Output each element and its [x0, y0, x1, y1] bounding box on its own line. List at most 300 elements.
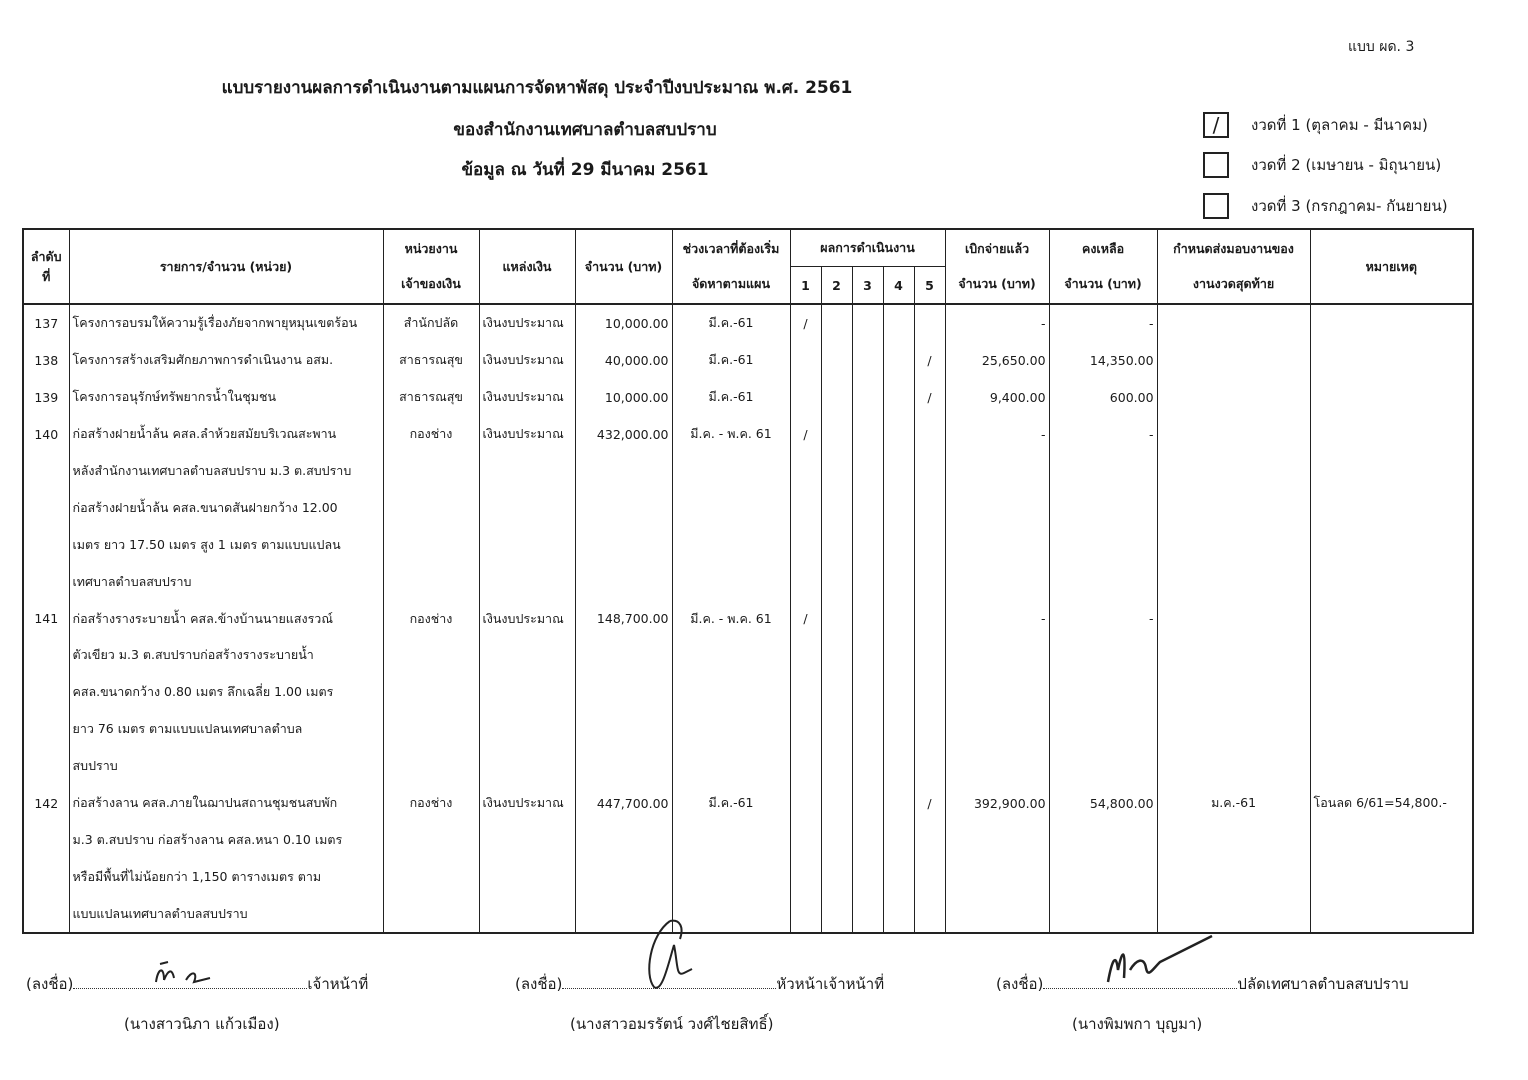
cell-r3 [852, 526, 883, 563]
cell-source: เงินงบประมาณ [479, 785, 575, 822]
period-label-2: งวดที่ 2 (เมษายน - มิถุนายน) [1251, 156, 1442, 174]
cell-r3 [852, 821, 883, 858]
cell-r2 [821, 711, 852, 748]
cell-r1 [790, 858, 821, 895]
cell-r5 [914, 821, 945, 858]
cell-paid [945, 674, 1049, 711]
cell-r4 [883, 674, 914, 711]
cell-note [1310, 563, 1473, 600]
cell-item: โครงการอบรมให้ความรู้เรื่องภัยจากพายุหมุนเขตร้อน [69, 304, 383, 342]
cell-r4 [883, 600, 914, 637]
header-item: รายการ/จำนวน (หน่วย) [69, 229, 383, 304]
cell-r1 [790, 563, 821, 600]
header-source: แหล่งเงิน [479, 229, 575, 304]
cell-paid: 392,900.00 [945, 785, 1049, 822]
cell-no [23, 453, 69, 490]
cell-r4 [883, 895, 914, 933]
cell-source [479, 858, 575, 895]
cell-paid [945, 637, 1049, 674]
cell-r1 [790, 748, 821, 785]
cell-remain: 14,350.00 [1049, 342, 1157, 379]
cell-item: โครงการสร้างเสริมศักยภาพการดำเนินงาน อสม. [69, 342, 383, 379]
cell-item: หลังสำนักงานเทศบาลตำบลสบปราบ ม.3 ต.สบปราบ [69, 453, 383, 490]
table-row [23, 711, 1473, 748]
cell-unit [383, 526, 479, 563]
cell-r2 [821, 526, 852, 563]
cell-r2 [821, 453, 852, 490]
header-period-b: จัดหาตามแผน [691, 276, 770, 291]
cell-paid: - [945, 600, 1049, 637]
cell-remain: - [1049, 416, 1157, 453]
cell-source: เงินงบประมาณ [479, 342, 575, 379]
cell-no [23, 748, 69, 785]
cell-deadline: ม.ค.-61 [1157, 785, 1310, 822]
cell-source: เงินงบประมาณ [479, 379, 575, 416]
cell-r4 [883, 637, 914, 674]
form-code: แบบ ผด. 3 [1348, 39, 1415, 55]
cell-r3 [852, 637, 883, 674]
period-option-3 [1203, 193, 1448, 219]
cell-no [23, 637, 69, 674]
cell-note [1310, 489, 1473, 526]
handwritten-signature-1 [150, 958, 220, 992]
cell-r5: / [914, 785, 945, 822]
period-checkbox-3 [1203, 193, 1229, 219]
cell-no: 141 [23, 600, 69, 637]
cell-period [672, 821, 790, 858]
cell-remain [1049, 674, 1157, 711]
cell-r2 [821, 379, 852, 416]
cell-period [672, 858, 790, 895]
cell-note [1310, 711, 1473, 748]
cell-r5 [914, 600, 945, 637]
cell-r4 [883, 711, 914, 748]
cell-deadline [1157, 416, 1310, 453]
cell-remain: 600.00 [1049, 379, 1157, 416]
cell-paid [945, 821, 1049, 858]
table-row [23, 674, 1473, 711]
report-subtitle: ของสำนักงานเทศบาลตำบลสบปราบ [453, 120, 717, 140]
cell-paid: - [945, 416, 1049, 453]
header-period-a: ช่วงเวลาที่ต้องเริ่ม [682, 241, 780, 256]
cell-note [1310, 379, 1473, 416]
cell-item: คสล.ขนาดกว้าง 0.80 เมตร ลึกเฉลี่ย 1.00 เมตร [69, 674, 383, 711]
cell-source [479, 526, 575, 563]
cell-item: สบปราบ [69, 748, 383, 785]
cell-deadline [1157, 563, 1310, 600]
cell-paid [945, 563, 1049, 600]
cell-note [1310, 748, 1473, 785]
table-row [23, 895, 1473, 933]
cell-amount [575, 489, 672, 526]
cell-amount: 432,000.00 [575, 416, 672, 453]
cell-r1 [790, 821, 821, 858]
cell-remain: 54,800.00 [1049, 785, 1157, 822]
cell-amount: 148,700.00 [575, 600, 672, 637]
cell-deadline [1157, 453, 1310, 490]
cell-r1 [790, 785, 821, 822]
cell-paid: 9,400.00 [945, 379, 1049, 416]
cell-remain [1049, 711, 1157, 748]
cell-note [1310, 453, 1473, 490]
cell-unit: สาธารณสุข [383, 379, 479, 416]
signer-name-3: (นางพิมพกา บุญมา) [1072, 1015, 1203, 1033]
cell-r4 [883, 342, 914, 379]
cell-paid [945, 895, 1049, 933]
cell-source: เงินงบประมาณ [479, 600, 575, 637]
cell-no [23, 821, 69, 858]
cell-r3 [852, 600, 883, 637]
cell-paid [945, 526, 1049, 563]
cell-r5 [914, 526, 945, 563]
cell-r3 [852, 304, 883, 342]
cell-paid [945, 489, 1049, 526]
period-label-1: งวดที่ 1 (ตุลาคม - มีนาคม) [1251, 116, 1428, 134]
cell-r1 [790, 895, 821, 933]
cell-deadline [1157, 489, 1310, 526]
cell-period [672, 453, 790, 490]
cell-unit: กองช่าง [383, 600, 479, 637]
cell-item: ก่อสร้างฝายน้ำล้น คสล.ขนาดสันฝายกว้าง 12.00 [69, 489, 383, 526]
cell-period: มี.ค.-61 [672, 304, 790, 342]
cell-source [479, 711, 575, 748]
header-amount: จำนวน (บาท) [575, 229, 672, 304]
cell-item: เมตร ยาว 17.50 เมตร สูง 1 เมตร ตามแบบแปลน [69, 526, 383, 563]
cell-r2 [821, 416, 852, 453]
cell-deadline [1157, 711, 1310, 748]
cell-r4 [883, 858, 914, 895]
cell-item: ตัวเขียว ม.3 ต.สบปราบก่อสร้างรางระบายน้ำ [69, 637, 383, 674]
header-deadline-a: กำหนดส่งมอบงานของ [1173, 241, 1294, 256]
sign-role-2: หัวหน้าเจ้าหน้าที่ [776, 975, 885, 993]
header-period [672, 229, 790, 304]
cell-unit: กองช่าง [383, 785, 479, 822]
cell-r2 [821, 895, 852, 933]
cell-period [672, 711, 790, 748]
cell-period [672, 563, 790, 600]
sign-prefix-2: (ลงชื่อ) [515, 975, 563, 993]
cell-remain: - [1049, 304, 1157, 342]
cell-note [1310, 821, 1473, 858]
cell-amount: 10,000.00 [575, 379, 672, 416]
signer-name-1: (นางสาวนิภา แก้วเมือง) [124, 1015, 280, 1033]
cell-period [672, 748, 790, 785]
cell-note [1310, 674, 1473, 711]
cell-r4 [883, 748, 914, 785]
header-remain-a: คงเหลือ [1081, 241, 1125, 256]
cell-r1 [790, 379, 821, 416]
cell-unit: สาธารณสุข [383, 342, 479, 379]
sign-prefix-3: (ลงชื่อ) [996, 975, 1044, 993]
cell-r2 [821, 748, 852, 785]
header-unit [383, 229, 479, 304]
cell-source [479, 489, 575, 526]
period-checkbox-2 [1203, 152, 1229, 178]
cell-note [1310, 526, 1473, 563]
cell-remain [1049, 821, 1157, 858]
cell-r1 [790, 674, 821, 711]
cell-no [23, 858, 69, 895]
cell-r2 [821, 342, 852, 379]
cell-no: 139 [23, 379, 69, 416]
cell-paid [945, 711, 1049, 748]
cell-no: 138 [23, 342, 69, 379]
cell-no [23, 563, 69, 600]
cell-r1 [790, 453, 821, 490]
cell-no [23, 674, 69, 711]
cell-source [479, 895, 575, 933]
table-row [23, 453, 1473, 490]
cell-r5 [914, 416, 945, 453]
cell-period: มี.ค. - พ.ค. 61 [672, 600, 790, 637]
cell-deadline [1157, 748, 1310, 785]
cell-deadline [1157, 821, 1310, 858]
cell-r2 [821, 304, 852, 342]
cell-unit: กองช่าง [383, 416, 479, 453]
cell-source [479, 674, 575, 711]
period-label-3: งวดที่ 3 (กรกฎาคม- กันยายน) [1251, 197, 1448, 215]
report-date: ข้อมูล ณ วันที่ 29 มีนาคม 2561 [461, 160, 709, 180]
header-unit-a: หน่วยงาน [404, 241, 458, 256]
cell-r3 [852, 563, 883, 600]
cell-item: โครงการอนุรักษ์ทรัพยากรน้ำในชุมชน [69, 379, 383, 416]
signer-name-2: (นางสาวอมรรัตน์ วงศ์ไชยสิทธิ์) [570, 1015, 774, 1033]
cell-amount [575, 858, 672, 895]
cell-period: มี.ค.-61 [672, 785, 790, 822]
cell-r2 [821, 674, 852, 711]
cell-remain [1049, 453, 1157, 490]
cell-source [479, 748, 575, 785]
cell-r2 [821, 637, 852, 674]
header-remain [1049, 229, 1157, 304]
cell-item: ม.3 ต.สบปราบ ก่อสร้างลาน คสล.หนา 0.10 เมตร [69, 821, 383, 858]
table-row [23, 748, 1473, 785]
cell-r2 [821, 489, 852, 526]
table-row [23, 821, 1473, 858]
table-row [23, 526, 1473, 563]
cell-source [479, 821, 575, 858]
cell-r5 [914, 563, 945, 600]
header-remain-b: จำนวน (บาท) [1064, 276, 1142, 291]
cell-source [479, 563, 575, 600]
cell-note [1310, 600, 1473, 637]
header-result: ผลการดำเนินงาน [790, 229, 945, 267]
cell-deadline [1157, 379, 1310, 416]
table-row [23, 489, 1473, 526]
cell-r2 [821, 785, 852, 822]
handwritten-signature-3 [1100, 930, 1220, 990]
cell-r3 [852, 895, 883, 933]
cell-paid: 25,650.00 [945, 342, 1049, 379]
cell-unit [383, 674, 479, 711]
cell-r5: / [914, 379, 945, 416]
cell-period [672, 526, 790, 563]
cell-source: เงินงบประมาณ [479, 304, 575, 342]
cell-r4 [883, 563, 914, 600]
cell-note [1310, 858, 1473, 895]
header-paid-b: จำนวน (บาท) [958, 276, 1036, 291]
cell-r1: / [790, 304, 821, 342]
cell-deadline [1157, 342, 1310, 379]
cell-paid: - [945, 304, 1049, 342]
cell-item: เทศบาลตำบลสบปราบ [69, 563, 383, 600]
cell-remain [1049, 489, 1157, 526]
handwritten-signature-2 [640, 915, 710, 995]
cell-no: 140 [23, 416, 69, 453]
cell-no [23, 526, 69, 563]
cell-note [1310, 637, 1473, 674]
header-no-a: ลำดับ [30, 248, 62, 264]
cell-note: โอนลด 6/61=54,800.- [1310, 785, 1473, 822]
cell-unit [383, 489, 479, 526]
cell-no [23, 489, 69, 526]
cell-unit [383, 748, 479, 785]
table-row [23, 342, 1473, 379]
cell-paid [945, 453, 1049, 490]
cell-r1 [790, 711, 821, 748]
cell-r2 [821, 858, 852, 895]
table-row [23, 637, 1473, 674]
period-option-2 [1203, 152, 1441, 178]
cell-amount: 447,700.00 [575, 785, 672, 822]
cell-r5 [914, 895, 945, 933]
cell-no [23, 711, 69, 748]
cell-period [672, 637, 790, 674]
cell-note [1310, 342, 1473, 379]
cell-period [672, 489, 790, 526]
cell-r1 [790, 342, 821, 379]
cell-deadline [1157, 637, 1310, 674]
cell-r4 [883, 379, 914, 416]
cell-r5 [914, 637, 945, 674]
cell-deadline [1157, 674, 1310, 711]
cell-amount [575, 563, 672, 600]
cell-r4 [883, 304, 914, 342]
cell-amount [575, 748, 672, 785]
cell-unit [383, 821, 479, 858]
period-checkbox-1: / [1203, 112, 1229, 138]
cell-remain [1049, 637, 1157, 674]
cell-r5 [914, 711, 945, 748]
cell-remain [1049, 858, 1157, 895]
cell-unit [383, 895, 479, 933]
procurement-table [22, 228, 1474, 934]
cell-r3 [852, 379, 883, 416]
cell-r5 [914, 748, 945, 785]
header-r2: 2 [821, 267, 852, 305]
cell-r4 [883, 416, 914, 453]
cell-amount [575, 821, 672, 858]
cell-amount [575, 453, 672, 490]
cell-unit: สำนักปลัด [383, 304, 479, 342]
cell-item: หรือมีพื้นที่ไม่น้อยกว่า 1,150 ตารางเมตร ตาม [69, 858, 383, 895]
cell-r4 [883, 785, 914, 822]
cell-r5: / [914, 342, 945, 379]
cell-remain [1049, 895, 1157, 933]
cell-amount: 10,000.00 [575, 304, 672, 342]
cell-unit [383, 563, 479, 600]
cell-r1 [790, 526, 821, 563]
header-no-b: ที่ [42, 268, 51, 284]
cell-r5 [914, 858, 945, 895]
cell-r3 [852, 453, 883, 490]
cell-item: แบบแปลนเทศบาลตำบลสบปราบ [69, 895, 383, 933]
cell-r2 [821, 821, 852, 858]
cell-r3 [852, 674, 883, 711]
cell-item: ยาว 76 เมตร ตามแบบแปลนเทศบาลตำบล [69, 711, 383, 748]
cell-r4 [883, 526, 914, 563]
header-r3: 3 [852, 267, 883, 305]
cell-amount: 40,000.00 [575, 342, 672, 379]
cell-remain: - [1049, 600, 1157, 637]
sign-prefix-1: (ลงชื่อ) [26, 975, 74, 993]
header-unit-b: เจ้าของเงิน [401, 276, 461, 291]
cell-no [23, 895, 69, 933]
header-r4: 4 [883, 267, 914, 305]
cell-unit [383, 453, 479, 490]
cell-r3 [852, 489, 883, 526]
table-row [23, 304, 1473, 342]
table-row [23, 379, 1473, 416]
cell-item: ก่อสร้างรางระบายน้ำ คสล.ข้างบ้านนายแสงรวณ์ [69, 600, 383, 637]
cell-period: มี.ค.-61 [672, 342, 790, 379]
cell-r4 [883, 489, 914, 526]
cell-deadline [1157, 858, 1310, 895]
cell-r3 [852, 748, 883, 785]
cell-r5 [914, 304, 945, 342]
header-r5: 5 [914, 267, 945, 305]
header-deadline [1157, 229, 1310, 304]
cell-r1: / [790, 416, 821, 453]
cell-source [479, 637, 575, 674]
cell-r3 [852, 711, 883, 748]
cell-r3 [852, 858, 883, 895]
table-row [23, 858, 1473, 895]
header-paid-a: เบิกจ่ายแล้ว [964, 241, 1030, 256]
cell-unit [383, 637, 479, 674]
cell-no: 137 [23, 304, 69, 342]
table-row [23, 600, 1473, 637]
cell-r5 [914, 674, 945, 711]
cell-deadline [1157, 600, 1310, 637]
cell-amount [575, 637, 672, 674]
cell-r1 [790, 489, 821, 526]
table-row [23, 563, 1473, 600]
cell-period: มี.ค. - พ.ค. 61 [672, 416, 790, 453]
cell-r2 [821, 563, 852, 600]
cell-item: ก่อสร้างฝายน้ำล้น คสล.ลำห้วยสมัยบริเวณสะพาน [69, 416, 383, 453]
cell-deadline [1157, 895, 1310, 933]
header-r1: 1 [790, 267, 821, 305]
cell-r1: / [790, 600, 821, 637]
header-paid [945, 229, 1049, 304]
cell-remain [1049, 748, 1157, 785]
cell-remain [1049, 563, 1157, 600]
cell-remain [1049, 526, 1157, 563]
cell-amount [575, 674, 672, 711]
header-deadline-b: งานงวดสุดท้าย [1192, 276, 1275, 291]
cell-r3 [852, 785, 883, 822]
cell-period: มี.ค.-61 [672, 379, 790, 416]
cell-unit [383, 858, 479, 895]
cell-paid [945, 748, 1049, 785]
table-row [23, 785, 1473, 822]
cell-amount [575, 711, 672, 748]
cell-source [479, 453, 575, 490]
cell-note [1310, 416, 1473, 453]
cell-amount [575, 526, 672, 563]
cell-deadline [1157, 304, 1310, 342]
